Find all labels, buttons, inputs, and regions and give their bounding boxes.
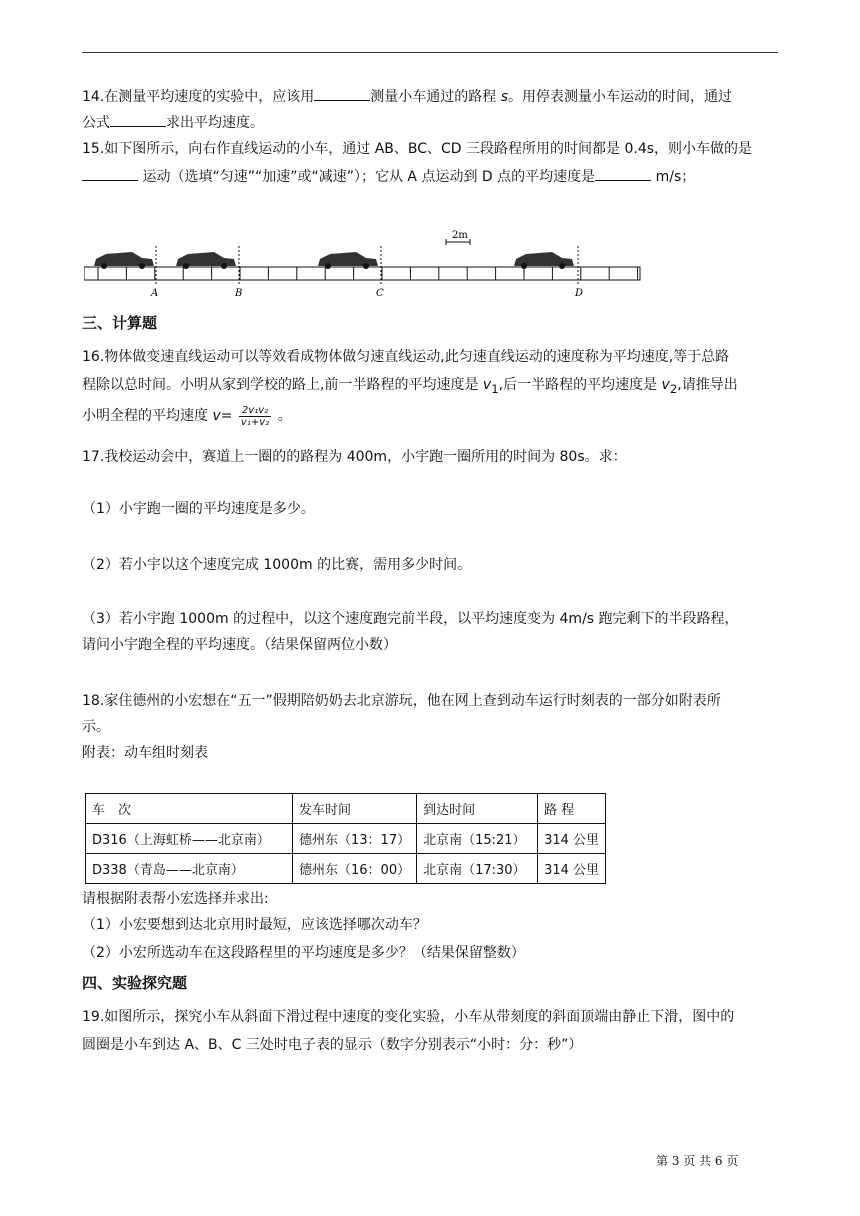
point-d-label: D [575,288,584,299]
q18-sub2: （2）小宏所选动车在这段路程里的平均速度是多少？（结果保留整数） [82,945,525,961]
q16-line3: 小明全程的平均速度 v= $\frac{\text{2v₁v₂}}{\text{v₁+v₂}}$ 。 [82,404,292,428]
car-at-d [514,252,574,269]
table-header-row [86,794,606,824]
table-header: 车 次 [86,794,293,824]
q19-line2: 圆圈是小车到达 A、B、C 三处时电子表的显示（数字分别表示“小时：分：秒”） [82,1037,583,1053]
table-cell: 北京南（15:21） [417,824,538,854]
table-cell: 德州东（16：00） [293,854,417,884]
scale-label: 2m [452,230,468,241]
table-cell: 314 公里 [538,824,606,854]
q17-sub3b: 请问小宇跑全程的平均速度。（结果保留两位小数） [82,637,397,653]
q19-line1: 19.如图所示，探究小车从斜面下滑过程中速度的变化实验，小车从带刻度的斜面顶端由静止下滑，图中的 [82,1009,735,1025]
car-track-figure [84,224,644,300]
average-speed-formula: $\frac{\text{2v₁v₂}}{\text{v₁+v₂}}$ [240,404,270,428]
table-row [86,854,606,884]
point-c-label: C [376,288,384,299]
timetable [85,793,606,884]
table-cell: D338（青岛——北京南） [86,854,293,884]
q16-line1: 16.物体做变速直线运动可以等效看成物体做匀速直线运动,此匀速直线运动的速度称为平均速度,等于总路 [82,349,730,365]
table-cell: 314 公里 [538,854,606,884]
q18-prompt: 请根据附表帮小宏选择并求出: [82,891,269,907]
q15-line1: 15.如下图所示，向右作直线运动的小车，通过 AB、BC、CD 三段路程所用的时间都是 0.4s，则小车做的是 [82,141,753,157]
q15-line2: 运动（选填“匀速”“加速”或“减速”）；它从 A 点运动到 D 点的平均速度是 m/s； [82,164,782,190]
header-rule [82,52,778,53]
car-at-a [94,252,154,269]
table-cell: 北京南（17:30） [417,854,538,884]
q17-sub2: （2）若小宇以这个速度完成 1000m 的比赛，需用多少时间。 [82,557,472,573]
q18-caption: 附表：动车组时刻表 [82,745,208,761]
scale-bar [446,230,470,245]
table-header: 路 程 [538,794,606,824]
answer-blank[interactable] [595,166,651,181]
track [84,267,640,280]
q17-sub1: （1）小宇跑一圈的平均速度是多少。 [82,501,315,517]
page-number: 第 3 页 共 6 页 [656,1154,739,1168]
q18-line2: 示。 [82,719,110,735]
table-row [86,824,606,854]
car-at-c [318,252,378,269]
section-title: 三、计算题 [82,314,158,332]
car-at-b [176,252,236,269]
q18-line1: 18.家住德州的小宏想在“五一”假期陪奶奶去北京游玩，他在网上查到动车运行时刻表的一部分如附表所 [82,693,721,709]
table-cell: 德州东（13：17） [293,824,417,854]
table-header: 到达时间 [417,794,538,824]
point-a-label: A [151,288,159,299]
q17-sub3a: （3）若小宇跑 1000m 的过程中，以这个速度跑完前半段，以平均速度变为 4m/s 跑完剩下的半段路程， [82,611,739,627]
q16-line2: 程除以总时间。小明从家到学校的路上,前一半路程的平均速度是 $v_1$,后一半路程的平均速度是 $v_2$,请推导出 [82,377,738,396]
q18-sub1: （1）小宏要想到达北京用时最短，应该选择哪次动车？ [82,917,427,933]
point-b-label: B [235,288,243,299]
section-title: 四、实验探究题 [82,974,188,992]
answer-blank[interactable] [314,86,370,101]
q14-line2: 公式 求出平均速度。 [82,110,782,136]
q17-line1: 17.我校运动会中，赛道上一圈的的路程为 400m，小宇跑一圈所用的时间为 80s。求： [82,449,627,465]
answer-blank[interactable] [82,166,138,181]
table-header: 发车时间 [293,794,417,824]
answer-blank[interactable] [110,112,166,127]
table-cell: D316（上海虹桥——北京南） [86,824,293,854]
q14-line1: 14.在测量平均速度的实验中，应该用 测量小车通过的路程 s。用停表测量小车运动的时间，通过 [82,84,782,110]
